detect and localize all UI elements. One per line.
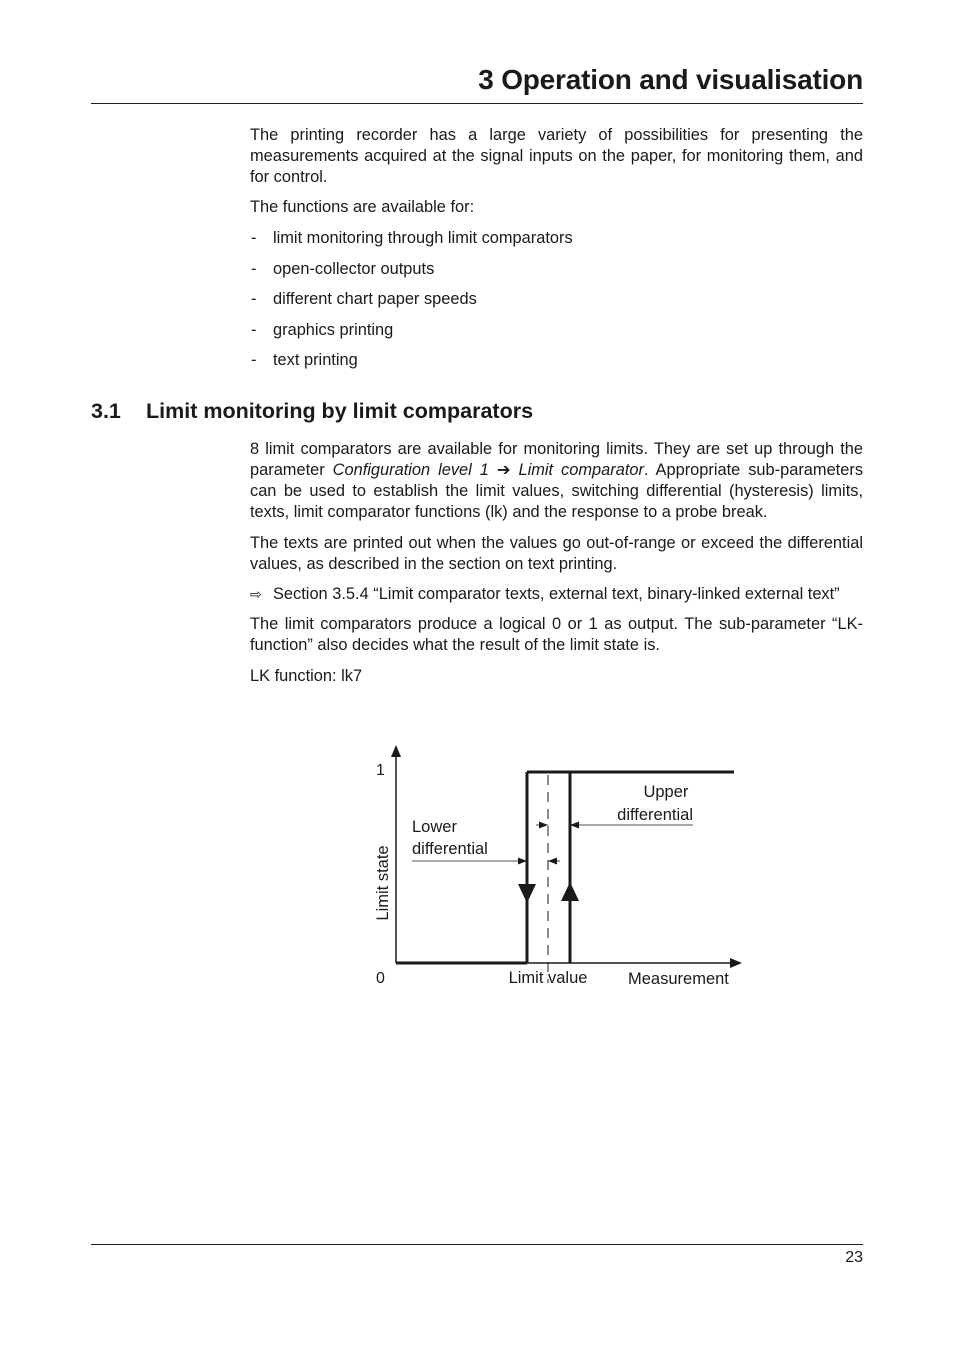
hollow-arrow-icon: ⇨ (250, 586, 262, 602)
lk-function-label: LK function: lk7 (250, 667, 363, 685)
section-heading (91, 399, 533, 424)
list-item: - open-collector outputs (251, 259, 435, 278)
list-item: - limit monitoring through limit comparators (251, 229, 573, 247)
intro-paragraph-1: The printing recorder has a large variety of possibilities for presenting the measurements acquired at the signal inputs on the paper, for monitoring them, and for control. (250, 126, 863, 186)
list-item: - text printing (251, 351, 358, 369)
y-axis-label: Limit state (374, 845, 392, 921)
list-item: - different chart paper speeds (251, 290, 477, 308)
intro-block (250, 125, 863, 381)
section-number: 3.1 (91, 399, 121, 423)
x-axis-label: Measurement (628, 970, 729, 988)
arrow-icon: ➔ (488, 461, 519, 479)
page-number: 23 (845, 1249, 863, 1266)
lower-differential-back-arrow-icon (548, 858, 557, 865)
section-paragraph-3: The limit comparators produce a logical 0 or 1 as output. The sub-parameter “LK-function” also decides what the result of the limit state is. (250, 615, 863, 654)
limit-value-label: Limit value (508, 969, 588, 987)
list-item: - graphics printing (251, 320, 394, 339)
function-list (250, 228, 863, 381)
section-paragraph-2: The texts are printed out when the values go out-of-range or exceed the differential values, as described in the section on text printing. (250, 534, 863, 573)
down-arrow-icon (518, 884, 536, 903)
y-bottom-label: 0 (376, 970, 385, 987)
hysteresis-diagram (360, 735, 760, 1000)
footer-rule (91, 1244, 863, 1245)
section-paragraph-1: 8 limit comparators are available for monitoring limits. They are set up through the parameter Configuration level 1 ➔ Limit comparator. Appropriate sub-parameters can be used to establish the limit values, switching differential (hysteresis) limits, texts, limit comparator functions (lk) and the response to a probe break. (250, 440, 864, 521)
intro-paragraph-2: The functions are available for: (250, 198, 475, 216)
y-axis-arrow-icon (391, 745, 401, 757)
section-title: Limit monitoring by limit comparators (146, 399, 534, 423)
x-axis-arrow-icon (730, 958, 742, 968)
upper-differential-label: Upper differential (617, 783, 693, 824)
up-arrow-icon (561, 882, 579, 901)
y-top-label: 1 (376, 762, 385, 779)
header-rule (91, 103, 863, 104)
chapter-title: 3 Operation and visualisation (478, 64, 863, 95)
upper-differential-back-arrow-icon (539, 822, 548, 829)
lower-differential-label: Lower differential (412, 818, 488, 858)
cross-reference: ⇨ Section 3.5.4 “Limit comparator texts, external text, binary-linked external text” (250, 585, 840, 603)
section-body (250, 439, 863, 687)
